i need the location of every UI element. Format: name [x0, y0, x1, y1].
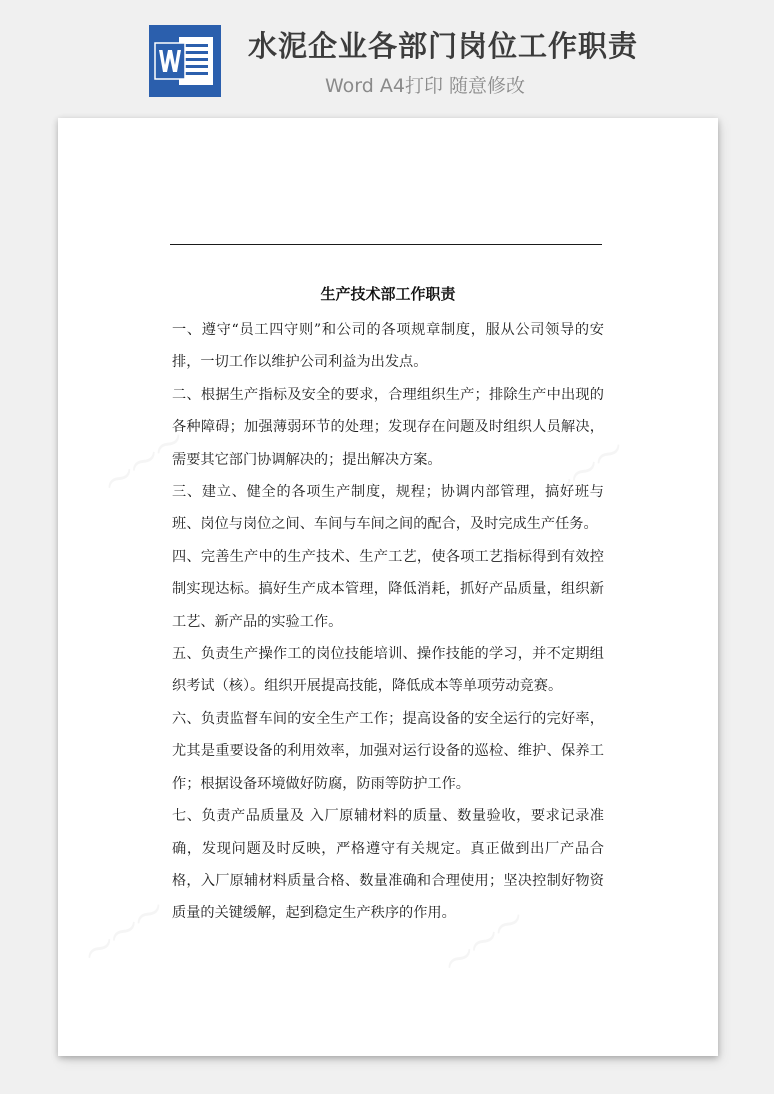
- paragraph-1: 一、遵守“员工四守则”和公司的各项规章制度，服从公司领导的安排，一切工作以维护公司利益为出发点。: [172, 322, 604, 371]
- document-body: [172, 314, 604, 930]
- page-header-rule: [170, 244, 602, 245]
- document-subtitle: Word A4打印 随意修改: [325, 75, 526, 97]
- word-document-icon: [149, 25, 221, 97]
- section-title: 生产技术部工作职责: [320, 285, 456, 303]
- paragraph-7: 七、负责产品质量及 入厂原辅材料的质量、数量验收，要求记录准确，发现问题及时反映，严格遵守有关规定。真正做到出厂产品合格，入厂原辅材料质量合格、数量准确和合理使用；坚决控制好物资质量的关键缓解，起到稳定生产秩序的作用。: [172, 808, 604, 922]
- preview-header: [0, 0, 774, 115]
- watermark: 〜〜〜: [538, 432, 632, 514]
- document-title: 水泥企业各部门岗位工作职责: [248, 29, 639, 63]
- paragraph-2: 二、根据生产指标及安全的要求，合理组织生产；排除生产中出现的各种障碍；加强薄弱环节的处理；发现存在问题及时组织人员解决，需要其它部门协调解决的；提出解决方案。: [172, 386, 604, 468]
- paragraph-3: 三、建立、健全的各项生产制度，规程；协调内部管理，搞好班与班、岗位与岗位之间、车间与车间之间的配合，及时完成生产任务。: [172, 484, 604, 533]
- paragraph-6: 六、负责监督车间的安全生产工作；提高设备的安全运行的完好率，尤其是重要设备的利用效率，加强对运行设备的巡检、维护、保养工作；根据设备环境做好防腐，防雨等防护工作。: [172, 710, 604, 792]
- watermark: 〜〜〜: [438, 902, 532, 984]
- watermark: 〜〜〜: [78, 892, 172, 974]
- document-page: [58, 118, 718, 1056]
- paragraph-4: 四、完善生产中的生产技术、生产工艺，使各项工艺指标得到有效控制实现达标。搞好生产成本管理，降低消耗，抓好产品质量，组织新工艺、新产品的实验工作。: [172, 548, 604, 630]
- paragraph-5: 五、负责生产操作工的岗位技能培训、操作技能的学习，并不定期组织考试（核）。组织开展提高技能，降低成本等单项劳动竞赛。: [172, 646, 604, 695]
- watermark: 〜〜〜: [98, 422, 192, 504]
